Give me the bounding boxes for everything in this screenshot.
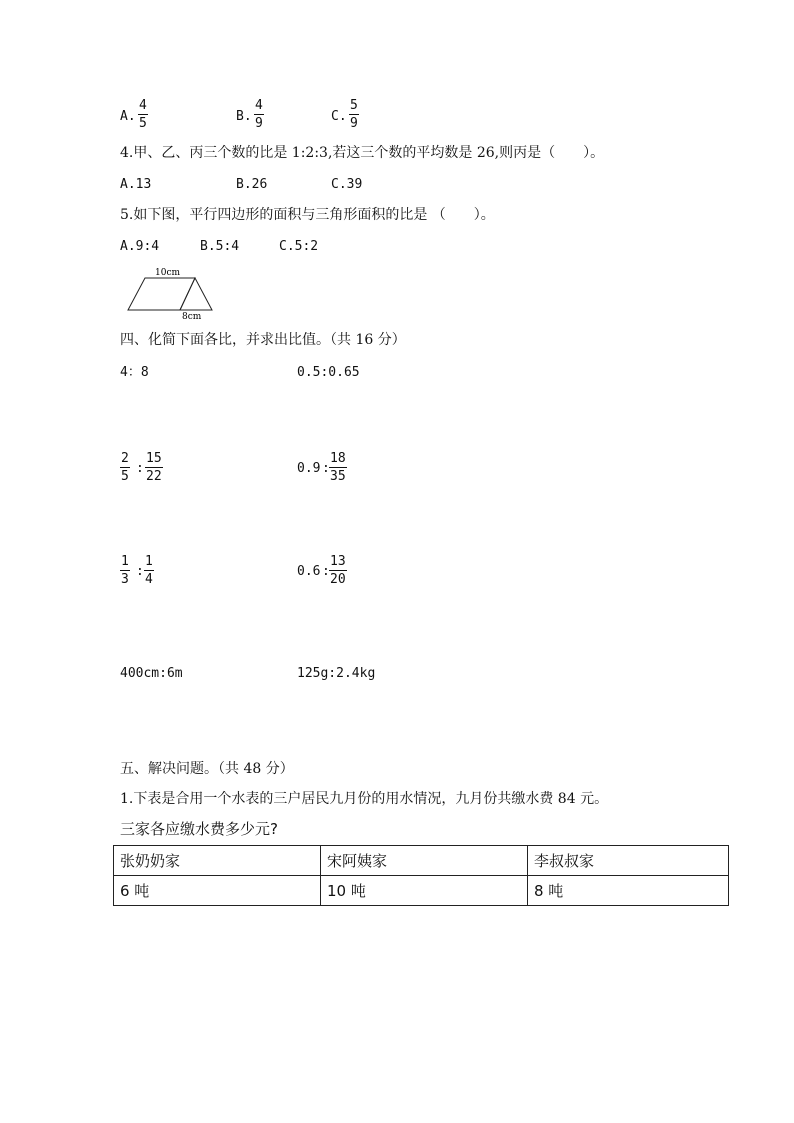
q4-option-b: B.26 (236, 177, 268, 192)
fraction-numerator: 18 (330, 451, 346, 466)
fraction-denominator: 5 (121, 469, 129, 484)
fraction-denominator: 9 (350, 116, 358, 131)
fraction-numerator: 13 (330, 554, 346, 569)
water-usage-table (113, 845, 729, 906)
fraction-bar (138, 114, 148, 115)
fraction-denominator: 5 (139, 116, 147, 131)
q3-option-a-fraction (138, 99, 148, 130)
ratio-4-8: 4：8 (120, 365, 149, 380)
ratio-colon: : (322, 461, 330, 476)
q5-option-a: A.9:4 (120, 239, 160, 254)
fraction-numerator: 4 (139, 98, 147, 113)
fraction-denominator: 22 (146, 469, 162, 484)
q3-option-b-fraction (254, 99, 264, 130)
ratio-colon: : (322, 564, 330, 579)
value-song: 10 吨 (321, 876, 528, 906)
top-length-label: 10cm (155, 268, 181, 278)
question-4-text: 4.甲、乙、丙三个数的比是 1:2:3,若这三个数的平均数是 26,则丙是（ ）。 (120, 145, 605, 161)
fraction-bar (145, 467, 163, 468)
value-zhang: 6 吨 (114, 876, 321, 906)
row2-left-fraction-1 (120, 452, 130, 483)
parallelogram-triangle-figure (120, 264, 220, 320)
q4-option-a: A.13 (120, 177, 152, 192)
fraction-bar (144, 570, 154, 571)
fraction-bar (329, 570, 347, 571)
problem-1-text-line-1: 1.下表是合用一个水表的三户居民九月份的用水情况，九月份共缴水费 84 元。 (120, 791, 609, 807)
fraction-denominator: 35 (330, 469, 346, 484)
row2-right-fraction (329, 452, 347, 483)
header-song: 宋阿姨家 (321, 846, 528, 876)
fraction-numerator: 1 (145, 554, 153, 569)
section-5-title: 五、解决问题。（共 48 分） (120, 761, 294, 777)
ratio-colon: : (136, 564, 144, 579)
q5-option-b: B.5:4 (200, 239, 240, 254)
q3-option-b-label: B. (236, 109, 252, 124)
triangle-shape (180, 278, 212, 310)
q4-option-c: C.39 (331, 177, 363, 192)
question-5-text: 5.如下图，平行四边形的面积与三角形面积的比是 （ ）。 (120, 207, 495, 223)
row3-right-prefix: 0.6 (297, 564, 321, 579)
ratio-0.5-0.65: 0.5:0.65 (297, 365, 360, 380)
fraction-numerator: 15 (146, 451, 162, 466)
header-zhang: 张奶奶家 (114, 846, 321, 876)
fraction-bar (254, 114, 264, 115)
fraction-denominator: 4 (145, 572, 153, 587)
ratio-400cm-6m: 400cm:6m (120, 666, 183, 681)
section-4-title: 四、化简下面各比，并求出比值。（共 16 分） (120, 332, 406, 348)
fraction-denominator: 9 (255, 116, 263, 131)
fraction-denominator: 3 (121, 572, 129, 587)
parallelogram-shape (128, 278, 195, 310)
table-row (114, 876, 729, 906)
fraction-bar (120, 467, 130, 468)
q3-option-c-fraction (349, 99, 359, 130)
row2-right-prefix: 0.9 (297, 461, 321, 476)
row3-left-fraction-1 (120, 555, 130, 586)
table-row (114, 846, 729, 876)
fraction-bar (120, 570, 130, 571)
row2-left-fraction-2 (145, 452, 163, 483)
bottom-length-label: 8cm (182, 312, 202, 320)
fraction-numerator: 1 (121, 554, 129, 569)
row3-right-fraction (329, 555, 347, 586)
row3-left-fraction-2 (144, 555, 154, 586)
q3-option-a-label: A. (120, 109, 136, 124)
ratio-125g-2.4kg: 125g:2.4kg (297, 666, 376, 681)
fraction-numerator: 5 (350, 98, 358, 113)
q3-option-c-label: C. (331, 109, 347, 124)
header-li: 李叔叔家 (528, 846, 729, 876)
q5-option-c: C.5:2 (279, 239, 319, 254)
value-li: 8 吨 (528, 876, 729, 906)
fraction-numerator: 2 (121, 451, 129, 466)
fraction-denominator: 20 (330, 572, 346, 587)
fraction-numerator: 4 (255, 98, 263, 113)
problem-1-text-line-2: 三家各应缴水费多少元? (120, 820, 278, 838)
ratio-colon: : (136, 461, 144, 476)
fraction-bar (329, 467, 347, 468)
fraction-bar (349, 114, 359, 115)
